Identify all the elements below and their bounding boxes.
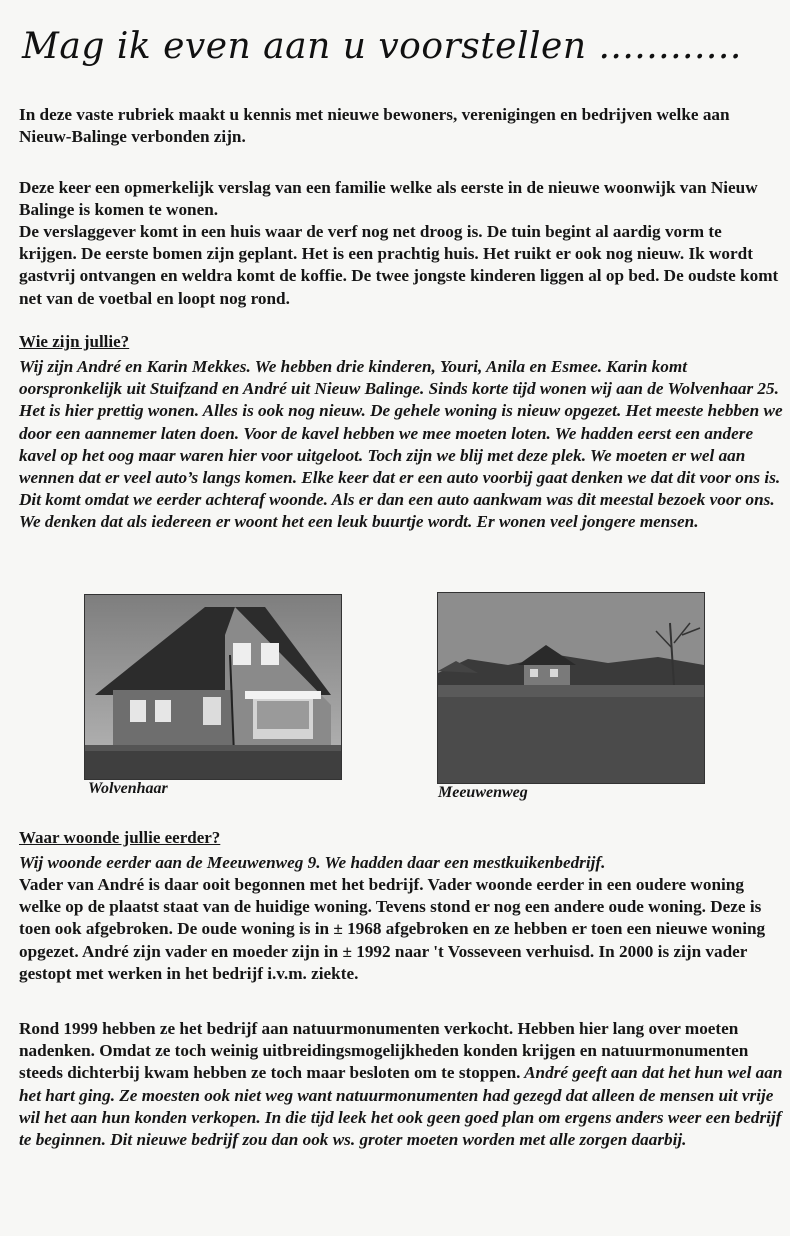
report-body-paragraph: De verslaggever komt in een huis waar de verf nog net droog is. De tuin begint al aardig vorm te krijgen. De eerste bomen zijn geplant. Het is een prachtig huis. Het ruikt er ook nog nieuw. Ik wordt gastvrij ontvangen en weldra komt de koffie. De twee jongste kinderen liggen al op bed. De oudste komt net van de voetbal en loopt nog rond. [19,222,779,308]
intro-paragraph: In deze vaste rubriek maakt u kennis met nieuwe bewoners, verenigingen en bedrijven welke aan Nieuw-Balinge verbonden zijn. [19,105,730,147]
section2-italic-line: Wij woonde eerder aan de Meeuwenweg 9. We hadden daar een mestkuikenbedrijf. [19,853,606,872]
page-title: Mag ik even aan u voorstellen ............ [22,26,742,67]
house-photo-caption: Wolvenhaar [88,780,168,797]
section2-heading: Waar woonde jullie eerder? [19,828,221,847]
farm-photo-caption: Meeuwenweg [438,784,528,801]
section1-body: Wij zijn André en Karin Mekkes. We hebben drie kinderen, Youri, Anila en Esmee. Karin komt oorspronkelijk uit Stuifzand en André uit Nieuw Balinge. Sinds korte tijd wonen wij aan de Wolvenhaar 25. Het is hier prettig wonen. Alles is ook nog nieuw. De gehele woning is nieuw opgezet. Het meeste hebben we door een aannemer laten doen. Voor de kavel hebben we mee moeten loten. We hadden eerst een andere kavel op het oog maar waren hier voor uitgeloot. Toch zijn we blij met deze plek. We moeten er wel aan wennen dat er veel auto’s langs komen. Elke keer dat er een auto voorbij gaat denken we dat dit voor ons is. Dit komt omdat we eerder achteraf woonde. Als er dan een auto aankwam was dit meestal bezoek voor ons. We denken dat als iedereen er woont het een leuk buurtje wordt. Er wonen veel jongere mensen. [19,357,783,532]
section2-paragraph-2-bold: Rond 1999 hebben ze het bedrijf aan natuurmonumenten verkocht. Hebben hier lang over moeten nadenken. Omdat ze toch weinig uitbreidingsmogelijkheden konden krijgen en natuurmonumenten steeds dichterbij kwam hebben ze toch maar besloten om te stoppen. [19,1019,749,1083]
section2-paragraph-2-italic: André geeft aan dat het hun wel aan het hart ging. Ze moesten ook niet weg want natuurmonumenten had gezegd dat alleen de mensen uit vrije wil het aan hun konden verkopen. In die tijd leek het ook geen goed plan om ergens anders weer een bedrijf te beginnen. Dit nieuwe bedrijf zou dan ook ws. groter moeten worden met alle zorgen daarbij. [19,1063,783,1150]
report-intro-paragraph: Deze keer een opmerkelijk verslag van een familie welke als eerste in de nieuwe woonwijk van Nieuw Balinge is komen te wonen. [19,178,758,220]
section2-paragraph-2 [19,1018,783,1151]
section1-heading: Wie zijn jullie? [19,332,130,351]
section2-paragraph-1: Vader van André is daar ooit begonnen met het bedrijf. Vader woonde eerder in een oudere woning welke op de plaatst staat van de huidige woning. Tevens stond er nog een andere oude woning. Deze is toen ook afgebroken. De oude woning is in ± 1968 afgebroken en ze hebben er toen een nieuwe woning opgezet. André zijn vader en moeder zijn in ± 1992 naar 't Vosseveen verhuisd. In 2000 is zijn vader gestopt met werken in het bedrijf i.v.m. ziekte. [19,875,766,983]
house-photo [84,594,342,780]
farm-photo [437,592,705,784]
